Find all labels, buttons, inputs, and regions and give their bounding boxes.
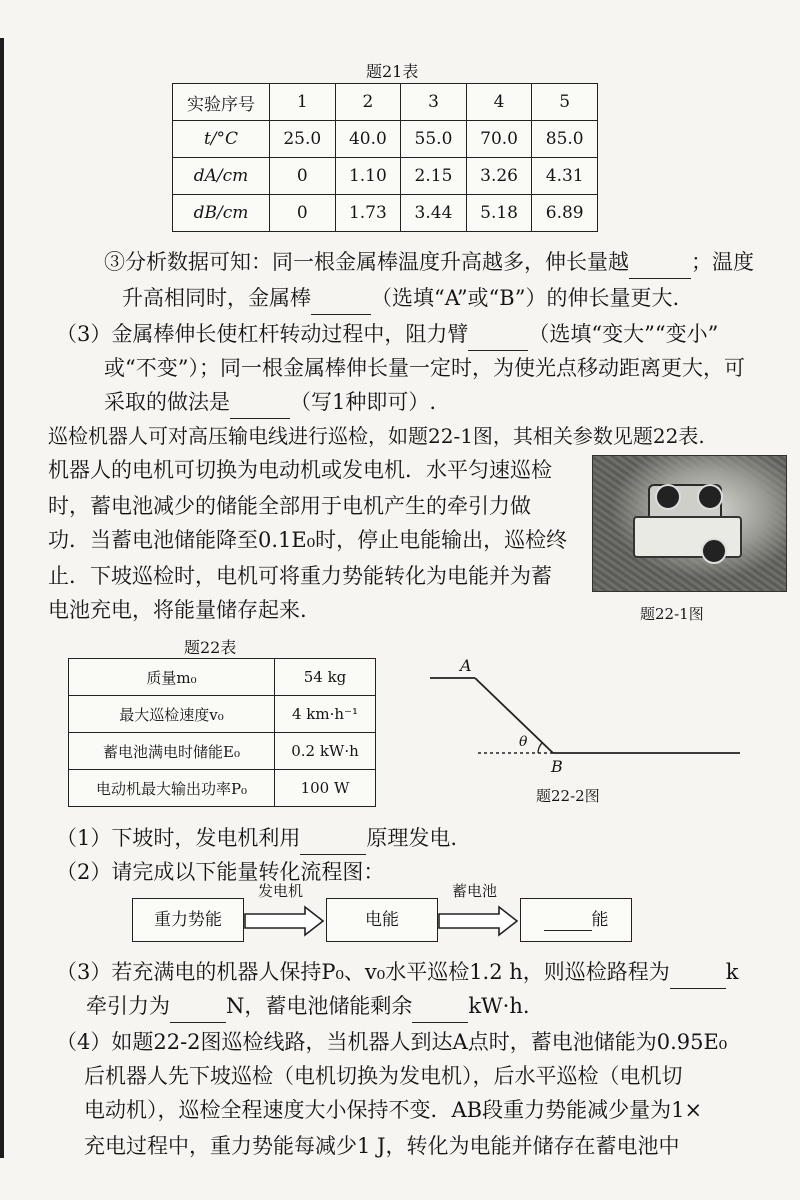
table-cell: 5.18 [466,195,532,232]
table-cell: 100 W [275,770,376,807]
table-row [69,770,376,807]
text: 原理发电. [366,826,458,850]
answer-blank [311,282,371,315]
text: （写1种即可）. [290,390,437,414]
table-row [69,696,376,733]
table-cell: 1.73 [335,195,401,232]
table-cell: 5 [532,84,598,121]
table-cell: 4 [466,84,532,121]
text: （3）金属棒伸长使杠杆转动过程中，阻力臂 [56,322,469,346]
q22-s4-line3: 电动机），巡检全程速度大小保持不变．AB段重力势能减少量为1× [84,1098,703,1122]
flow-box-answer [520,898,632,942]
table-cell: 3 [401,84,467,121]
q21-line4 [104,352,745,384]
q22-intro1: 巡检机器人可对高压输电线进行巡检，如题22-1图，其相关参数见题22表. [48,424,705,448]
text: 升高相同时，金属棒 [122,286,311,310]
text: 能 [591,910,609,930]
q22-intro5: 止．下坡巡检时，电机可将重力势能转化为电能并为蓄 [48,564,552,588]
wheel-icon [697,484,723,510]
q22-intro2: 机器人的电机可切换为电动机或发电机．水平匀速巡检 [48,458,552,482]
robot-photo [592,455,787,592]
table-cell: 0 [270,195,336,232]
answer-blank [300,822,366,855]
answer-blank [230,386,290,419]
table21-caption: 题21表 [366,62,419,81]
answer-blank [544,910,592,931]
q22-s3-line1 [56,956,739,989]
text: （1）下坡时，发电机利用 [56,826,301,850]
answer-blank [170,990,226,1023]
table-cell: dB/cm [173,195,270,232]
text: 或“不变”）；同一根金属棒伸长量一定时，为使光点移动距离更大，可 [104,356,745,380]
answer-blank [670,956,726,989]
table-cell: 实验序号 [173,84,270,121]
q21-line1 [104,246,754,279]
table-row [69,733,376,770]
table22-caption: 题22表 [184,638,237,657]
table-row [173,84,598,121]
q22-intro6: 电池充电，将能量储存起来. [48,598,307,622]
table21 [172,83,598,232]
table-cell: 1 [270,84,336,121]
table-cell: 70.0 [466,121,532,158]
table-cell: t/°C [173,121,270,158]
answer-blank [412,990,468,1023]
table-cell: 质量m₀ [69,659,275,696]
table-cell: dA/cm [173,158,270,195]
table22 [68,658,376,807]
q21-line5 [104,386,436,419]
table-row [173,121,598,158]
table-cell: 4 km·h⁻¹ [275,696,376,733]
q22-s4-line4: 充电过程中，重力势能每减少1 J，转化为电能并储存在蓄电池中 [84,1134,680,1158]
q22-intro4: 功．当蓄电池储能降至0.1E₀时，停止电能输出，巡检终 [48,528,568,552]
table-cell: 0.2 kW·h [275,733,376,770]
slope-track [475,678,553,753]
point-a-label: A [460,656,472,675]
text: N，蓄电池储能剩余 [226,994,413,1018]
table-row [173,195,598,232]
angle-arc [538,743,542,753]
answer-blank [629,246,691,279]
point-b-label: B [551,757,563,776]
table-cell: 2 [335,84,401,121]
wheel-icon [701,538,727,564]
table-cell: 电动机最大输出功率P₀ [69,770,275,807]
text: 牵引力为 [86,994,170,1018]
q22-s1 [56,822,457,855]
table-cell: 4.31 [532,158,598,195]
arrow1-label: 发电机 [258,882,304,900]
arrow2-label: 蓄电池 [452,882,498,900]
table-cell: 2.15 [401,158,467,195]
table-cell: 3.44 [401,195,467,232]
arrow-icon [243,905,327,937]
q22-s3-line2 [86,990,530,1023]
table-cell: 85.0 [532,121,598,158]
flow-box-gravity: 重力势能 [132,898,244,942]
table-cell: 0 [270,158,336,195]
text: （3）若充满电的机器人保持P₀、v₀水平巡检1.2 h，则巡检路程为 [56,960,670,984]
text: （选填“A”或“B”）的伸长量更大. [371,286,680,310]
text: ；温度 [691,250,754,274]
text: 采取的做法是 [104,390,230,414]
flow-box-electric: 电能 [326,898,438,942]
table-cell: 最大巡检速度v₀ [69,696,275,733]
photo-caption: 题22-1图 [640,605,704,623]
arrow-icon [437,905,521,937]
q22-intro3: 时，蓄电池减少的储能全部用于电机产生的牵引力做 [48,494,531,518]
q22-s4-line2: 后机器人先下坡巡检（电机切换为发电机），后水平巡检（电机切 [84,1064,683,1088]
table-cell: 1.10 [335,158,401,195]
page-edge [0,38,4,1158]
table-row [173,158,598,195]
q22-s4-line1: （4）如题22-2图巡检线路，当机器人到达A点时，蓄电池储能为0.95E₀ [56,1030,728,1054]
table-cell: 6.89 [532,195,598,232]
table-cell: 55.0 [401,121,467,158]
wheel-icon [655,484,681,510]
text: k [725,960,739,984]
table-row [69,659,376,696]
q21-line3 [56,318,718,351]
table-cell: 蓄电池满电时储能E₀ [69,733,275,770]
table-cell: 54 kg [275,659,376,696]
answer-blank [468,318,528,351]
table-cell: 40.0 [335,121,401,158]
theta-label: θ [519,734,528,750]
q21-line2 [122,282,679,315]
table-cell: 25.0 [270,121,336,158]
text: kW·h. [468,994,530,1018]
text: （选填“变大”“变小” [528,322,719,346]
diagram-caption: 题22-2图 [536,787,600,805]
table-cell: 3.26 [466,158,532,195]
q22-s2: （2）请完成以下能量转化流程图： [56,860,385,884]
text: ③分析数据可知：同一根金属棒温度升高越多，伸长量越 [104,250,629,274]
